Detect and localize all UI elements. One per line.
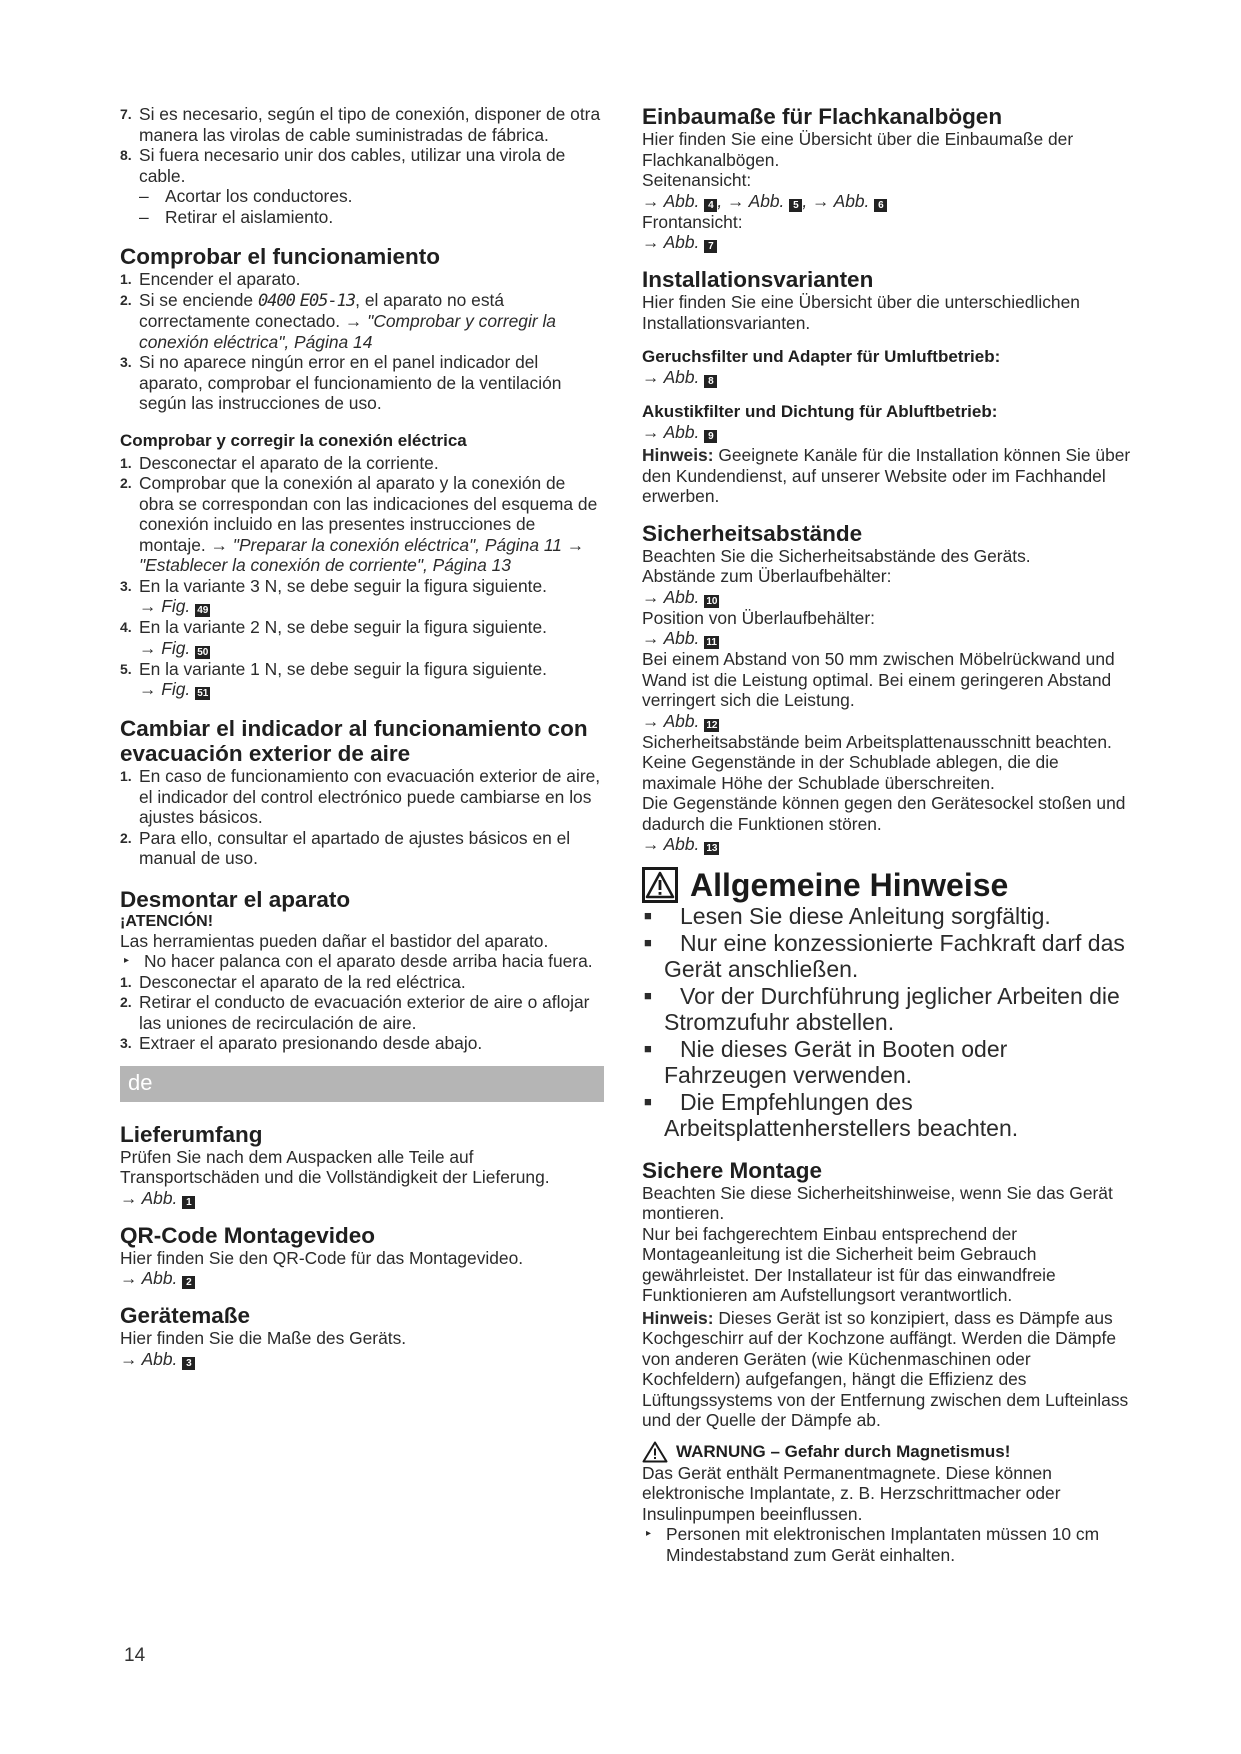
note: Hinweis: Geeignete Kanäle für die Installation können Sie über den Kundendienst, auf unserer Website oder im Fachhandel erwerben.	[642, 445, 1131, 506]
list-item: 1. En caso de funcionamiento con evacuación exterior de aire, el indicador del control electrónico puede cambiarse en los ajustes básicos.	[120, 766, 601, 827]
warning-triangle-icon	[642, 867, 678, 903]
cross-reference: → "Comprobar y corregir la conexión eléctrica", Página 14	[139, 311, 556, 352]
dash-item: – Acortar los conductores.	[139, 186, 353, 206]
figure-number-icon: 9	[704, 430, 717, 443]
warning-text: Las herramientas pueden dañar el bastidor del aparato.	[120, 930, 549, 951]
bullet-item: ■ Lesen Sie diese Anleitung sorgfältig.	[644, 903, 1051, 929]
left-column: 7. Si es necesario, según el tipo de conexión, disponer de otra manera las virolas de cable suministradas de fábrica. 8. Si fuera necesario unir dos cables, utilizar una virola de cable. – Acortar los conductores. – Retirar el aislamiento. Comprobar el funcionamiento 1. Encender el aparato. 2. Si se enciende 0400 E05-13, el aparato no está correctamente conectado. → "Comprobar y corregir la conexión eléctrica", Página 14 3. Si no aparece ningún error en el panel indicador del aparato, comprobar el funcionamiento de la ventilación según las instrucciones de uso. Comprobar y corregir la conexión eléctrica 1. Desconectar el aparato de la corriente. 2. Comprobar que la conexión al aparato y la conexión de obra se correspondan con las indicaciones del esquema de conexión incluido en las presentes instrucciones de montaje. → "Preparar la conexión eléctrica", Página 11 → "Establecer la conexión de corriente", Página 13 3. En la variante 3 N, se debe seguir la figura siguiente. → Fig. 49 4. En la variante 2 N, se debe seguir la figura siguiente. → Fig. 50 5. En la variante 1 N, se debe seguir la figura siguiente. → Fig. 51 Cambiar el indicador al funcionamiento con evacuación exterior de aire 1. En caso de funcionamiento con evacuación exterior de aire, el indicador del control electrónico puede cambiarse en los ajustes básicos. 2. Para ello, consultar el apartado de ajustes básicos en el manual de uso. Desmontar el aparato ¡ATENCIÓN! Las herramientas pueden dañar el bastidor del aparato. ▸ No hacer palanca con el aparato desde arriba hacia fuera. 1. Desconectar el aparato de la red eléctrica. 2. Retirar el conducto de evacuación exterior de aire o aflojar las uniones de recirculación de aire. 3. Extraer el aparato presionando desde abajo. de Lieferumfang Prüfen Sie nach dem Auspacken alle Teile auf Transportschäden und die Vollständigkeit der Lieferung. → Abb. 1 QR-Code Montagevideo Hier finden Sie den QR-Code für das Montagevideo. → Abb. 2 Gerätemaße Hier finden Sie die Maße des Geräts. → Abb. 3	[120, 104, 604, 1370]
figure-number-icon: 6	[874, 199, 887, 212]
bullet-item: ■ Die Empfehlungen des Arbeitsplattenherstellers beachten.	[644, 1088, 1019, 1141]
figure-number-icon: 7	[704, 240, 717, 253]
figure-reference: → Abb. 10	[642, 586, 718, 607]
language-bar: de	[120, 1066, 604, 1102]
heading-general-notes: Allgemeine Hinweise	[642, 867, 1132, 903]
figure-reference: → Abb. 3	[120, 1349, 604, 1370]
heading-delivery: Lieferumfang	[120, 1121, 263, 1147]
heading-safety-distances: Sicherheitsabstände	[642, 520, 863, 546]
error-code: E05-13	[299, 290, 356, 311]
figure-number-icon: 2	[182, 1276, 195, 1289]
figure-number-icon: 13	[706, 843, 718, 854]
list-item: 3. Si no aparece ningún error en el panel indicador del aparato, comprobar el funcionamiento de la ventilación según las instrucciones de uso.	[120, 352, 562, 413]
figure-reference: → Abb. 8	[642, 367, 1132, 388]
list-item: 1. Desconectar el aparato de la corriente.	[120, 452, 439, 473]
action-item: ▸ Personen mit elektronischen Implantaten müssen 10 cm Mindestabstand zum Gerät einhalten.	[646, 1524, 1100, 1565]
error-code: 0400	[257, 290, 295, 311]
figure-number-icon: 12	[706, 719, 718, 731]
heading-dismount: Desmontar el aparato	[120, 886, 351, 912]
heading-odour-filter: Geruchsfilter und Adapter für Umluftbetrieb:	[642, 347, 1001, 366]
warning-icon	[642, 1441, 668, 1463]
dash-item: – Retirar el aislamiento.	[139, 206, 334, 227]
attention-label: ¡ATENCIÓN!	[120, 912, 214, 930]
figure-reference: → Abb. 13	[642, 834, 718, 854]
figure-number-icon: 49	[197, 605, 209, 616]
right-column: Einbaumaße für Flachkanalbögen Hier finden Sie eine Übersicht über die Einbaumaße der Flachkanalbögen. Seitenansicht: → Abb. 4 , → Abb. 5 , → Abb. 6 Frontansicht: → Abb. 7 Installationsvarianten Hier finden Sie eine Übersicht über die unterschiedlichen Installationsvarianten. Geruchsfilter und Adapter für Umluftbetrieb: → Abb. 8 Akustikfilter und Dichtung für Abluftbetrieb: → Abb. 9 Hinweis: Geeignete Kanäle für die Installation können Sie über den Kundendienst, auf unserer Website oder im Fachhandel erwerben. Sicherheitsabstände Beachten Sie die Sicherheitsabstände des Geräts. Abstände zum Überlaufbehälter: → Abb. 10 Position von Überlaufbehälter: → Abb. 11 Bei einem Abstand von 50 mm zwischen Möbelrückwand und Wand ist die Leistung optimal. Bei einem geringeren Abstand verringert sich die Leistung. → Abb. 12 Sicherheitsabstände beim Arbeitsplattenausschnitt beachten. Keine Gegenstände in der Schublade ablegen, die die maximale Höhe der Schublade überschreiten. Die Gegenstände können gegen den Gerätesockel stoßen und dadurch die Funktionen stören. → Abb. 13 Allgemeine Hinweise ■ Lesen Sie diese Anleitung sorgfältig. ■ Nur eine konzessionierte Fachkraft darf das Gerät anschließen. ■ Vor der Durchführung jeglicher Arbeiten die Stromzufuhr abstellen. ■ Nie dieses Gerät in Booten oder Fahrzeugen verwenden. ■ Die Empfehlungen des Arbeitsplattenherstellers beachten. Sichere Montage Beachten Sie diese Sicherheitshinweise, wenn Sie das Gerät montieren. Nur bei fachgerechtem Einbau entsprechend der Montageanleitung ist die Sicherheit beim Gebrauch gewährleistet. Der Installateur ist für das einwandfreie Funktionieren am Aufstellungsort verantwortlich. Hinweis: Dieses Gerät ist so konzipiert, dass es Dämpfe aus Kochgeschirr auf der Kochzone auffängt. Werden die Dämpfe von anderen Geräten (wie Küchenmaschinen oder Kochfeldern) aufgefangen, hängt die Effizienz des Lüftungssystems von der Entfernung zwischen dem Lufteinlass und der Quelle der Dämpfe ab. WARNUNG – Gefahr durch Magnetismus! Das Gerät enthält Permanentmagnete. Diese können elektronische Implantate, z. B. Herzschrittmacher oder Insulinpumpen beeinflussen. ▸ Personen mit elektronischen Implantaten müssen 10 cm Mindestabstand zum Gerät einhalten.	[642, 104, 1131, 1565]
figure-number-icon: 10	[706, 595, 718, 607]
figure-reference: → Abb. 7	[642, 232, 1132, 253]
bullet-item: ■ Nur eine konzessionierte Fachkraft darf das Gerät anschließen.	[644, 929, 1125, 982]
figure-reference: → Abb. 4 , → Abb. 5 , → Abb. 6	[642, 191, 1132, 212]
bullet-item: ■ Nie dieses Gerät in Booten oder Fahrzeugen verwenden.	[644, 1035, 1008, 1088]
figure-number-icon: 11	[706, 637, 717, 648]
figure-reference: → Abb. 11	[642, 628, 717, 648]
figure-reference: → Abb. 1	[120, 1188, 604, 1209]
heading-check-function: Comprobar el funcionamiento	[120, 244, 441, 269]
heading-change-indicator: Cambiar el indicador al funcionamiento con evacuación exterior de aire	[120, 716, 588, 766]
list-item: 7. Si es necesario, según el tipo de conexión, disponer de otra manera las virolas de cable suministradas de fábrica.	[120, 104, 601, 145]
list-item: 2. Si se enciende 0400 E05-13, el aparato no está correctamente conectado. → "Comprobar y corregir la conexión eléctrica", Página 14	[120, 289, 556, 352]
figure-number-icon: 51	[197, 688, 209, 699]
note: Hinweis: Dieses Gerät ist so konzipiert, dass es Dämpfe aus Kochgeschirr auf der Kochzone auffängt. Werden die Dämpfe von anderen Geräten (wie Küchenmaschinen oder Kochfeldern) aufgefangen, hängt die Effizienz des Lüftungssystems von der Entfernung zwischen dem Lufteinlass und der Quelle der Dämpfe ab.	[642, 1307, 1129, 1430]
figure-reference: → Abb. 12	[642, 710, 718, 731]
figure-number-icon: 50	[197, 646, 209, 658]
figure-reference: → Abb. 9	[642, 422, 1132, 443]
list-item: 4. En la variante 2 N, se debe seguir la figura siguiente. → Fig. 50	[120, 617, 547, 658]
figure-reference: → Abb. 2	[120, 1268, 604, 1289]
heading-variants: Installationsvarianten	[642, 267, 874, 292]
general-notes-list	[642, 903, 1132, 1142]
list-item: 1. Desconectar el aparato de la red eléctrica.	[120, 971, 466, 992]
figure-number-icon: 3	[182, 1357, 195, 1370]
heading-verify-connection: Comprobar y corregir la conexión eléctrica	[120, 430, 467, 450]
list-item: 5. En la variante 1 N, se debe seguir la figura siguiente. → Fig. 51	[120, 658, 547, 699]
list-item: 2. Comprobar que la conexión al aparato y la conexión de obra se correspondan con las indicaciones del esquema de conexión incluido en las presentes instrucciones de montaje. → "Preparar la conexión eléctrica", Página 11 → "Establecer la conexión de corriente", Página 13	[120, 473, 598, 575]
figure-number-icon: 4	[704, 199, 717, 212]
heading-flat-duct: Einbaumaße für Flachkanalbögen	[642, 104, 1003, 129]
heading-acoustic-filter: Akustikfilter und Dichtung für Abluftbetrieb:	[642, 402, 998, 421]
list-item: 3. Extraer el aparato presionando desde abajo.	[120, 1033, 483, 1053]
bullet-item: ■ Vor der Durchführung jeglicher Arbeiten die Stromzufuhr abstellen.	[644, 982, 1120, 1035]
list-item: 2. Retirar el conducto de evacuación exterior de aire o aflojar las uniones de recirculación de aire.	[120, 992, 590, 1033]
heading-dimensions: Gerätemaße	[120, 1303, 251, 1328]
list-item: 2. Para ello, consultar el apartado de ajustes básicos en el manual de uso.	[120, 827, 571, 868]
page-number: 14	[124, 1645, 146, 1666]
figure-number-icon: 5	[789, 199, 802, 212]
action-item: ▸ No hacer palanca con el aparato desde arriba hacia fuera.	[124, 951, 593, 971]
list-item: 3. En la variante 3 N, se debe seguir la figura siguiente. → Fig. 49	[120, 575, 547, 616]
figure-number-icon: 8	[704, 375, 717, 388]
heading-qr-video: QR-Code Montagevideo	[120, 1222, 376, 1248]
cross-reference: → "Preparar la conexión eléctrica", Página 11 → "Establecer la conexión de corriente", Página 13	[139, 534, 585, 575]
warning-heading: WARNUNG – Gefahr durch Magnetismus!	[642, 1441, 1132, 1463]
list-item: 8. Si fuera necesario unir dos cables, utilizar una virola de cable.	[120, 145, 566, 186]
heading-safe-mounting: Sichere Montage	[642, 1157, 823, 1183]
figure-number-icon: 1	[182, 1196, 195, 1209]
list-item: 1. Encender el aparato.	[120, 269, 301, 289]
